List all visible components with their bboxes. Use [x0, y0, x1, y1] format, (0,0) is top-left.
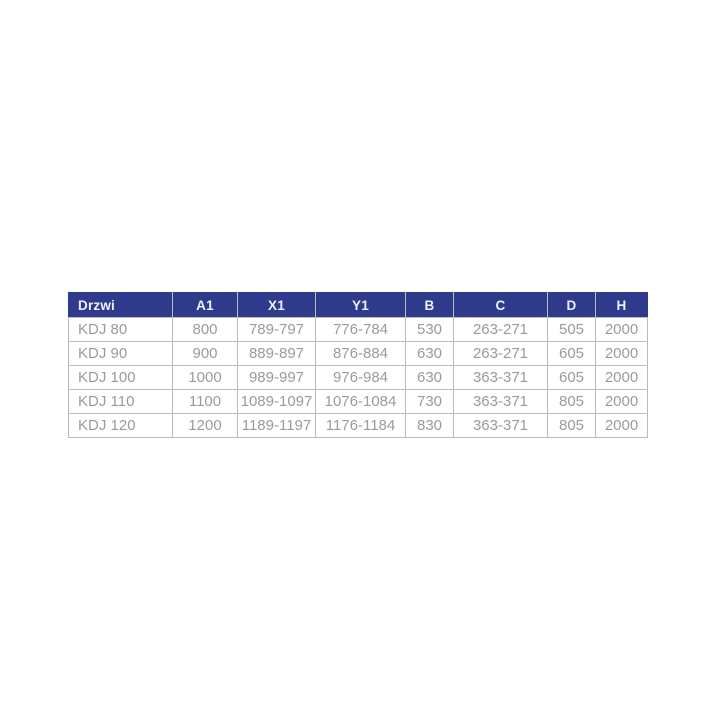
data-cell: 1076-1084	[316, 390, 406, 414]
data-cell: 1189-1197	[238, 414, 316, 438]
data-cell: 630	[406, 342, 454, 366]
table-row	[69, 366, 648, 390]
data-cell: 363-371	[454, 366, 548, 390]
data-cell: 730	[406, 390, 454, 414]
data-cell: 605	[548, 342, 596, 366]
data-cell: 2000	[596, 318, 648, 342]
column-header-y1: Y1	[316, 293, 406, 318]
data-cell: 830	[406, 414, 454, 438]
column-header-drzwi: Drzwi	[69, 293, 173, 318]
data-cell: 989-997	[238, 366, 316, 390]
data-cell: 2000	[596, 342, 648, 366]
data-cell: 530	[406, 318, 454, 342]
data-cell: 776-784	[316, 318, 406, 342]
data-cell: 1200	[173, 414, 238, 438]
row-label-cell: KDJ 80	[69, 318, 173, 342]
data-cell: 876-884	[316, 342, 406, 366]
column-header-a1: A1	[173, 293, 238, 318]
column-header-h: H	[596, 293, 648, 318]
table-row	[69, 318, 648, 342]
data-cell: 505	[548, 318, 596, 342]
column-header-c: C	[454, 293, 548, 318]
data-cell: 800	[173, 318, 238, 342]
data-cell: 889-897	[238, 342, 316, 366]
data-cell: 263-271	[454, 318, 548, 342]
data-cell: 1000	[173, 366, 238, 390]
data-cell: 263-271	[454, 342, 548, 366]
table-header-row	[69, 293, 648, 318]
row-label-cell: KDJ 90	[69, 342, 173, 366]
data-cell: 900	[173, 342, 238, 366]
data-cell: 1176-1184	[316, 414, 406, 438]
data-cell: 1089-1097	[238, 390, 316, 414]
row-label-cell: KDJ 110	[69, 390, 173, 414]
data-cell: 630	[406, 366, 454, 390]
spec-table-container	[68, 292, 648, 438]
data-cell: 363-371	[454, 414, 548, 438]
column-header-d: D	[548, 293, 596, 318]
data-cell: 363-371	[454, 390, 548, 414]
column-header-x1: X1	[238, 293, 316, 318]
column-header-b: B	[406, 293, 454, 318]
data-cell: 976-984	[316, 366, 406, 390]
data-cell: 805	[548, 414, 596, 438]
data-cell: 1100	[173, 390, 238, 414]
data-cell: 2000	[596, 390, 648, 414]
data-cell: 2000	[596, 414, 648, 438]
data-cell: 805	[548, 390, 596, 414]
row-label-cell: KDJ 120	[69, 414, 173, 438]
data-cell: 605	[548, 366, 596, 390]
data-cell: 2000	[596, 366, 648, 390]
table-row	[69, 390, 648, 414]
spec-table	[68, 292, 648, 438]
table-row	[69, 414, 648, 438]
row-label-cell: KDJ 100	[69, 366, 173, 390]
table-row	[69, 342, 648, 366]
data-cell: 789-797	[238, 318, 316, 342]
